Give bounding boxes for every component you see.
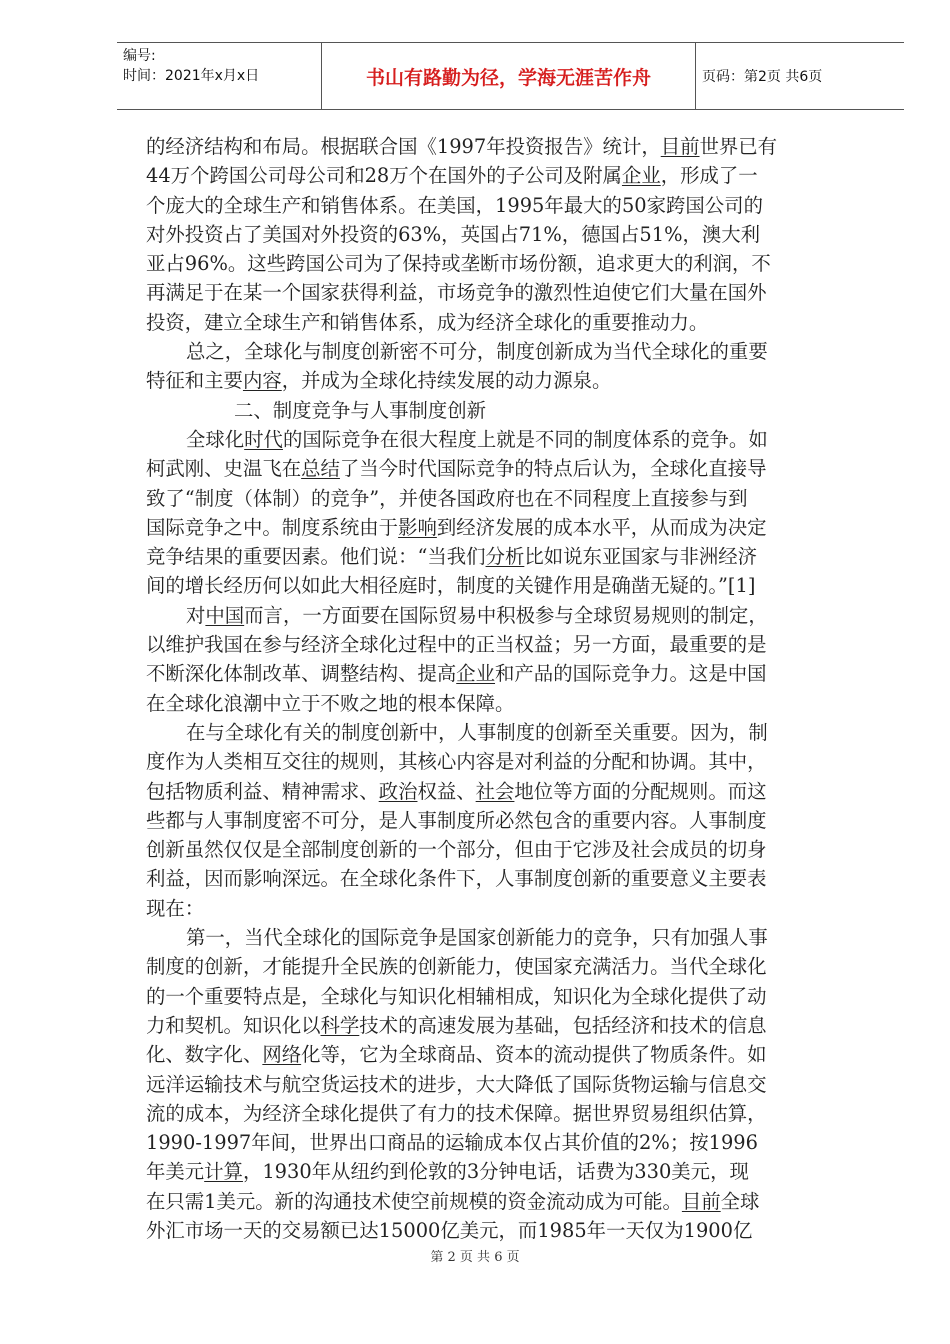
text-segment: 致了“制度（体制）的竞争”，并使各国政府也在不同程度上直接参与到 (146, 486, 748, 510)
text-segment: 全球 (720, 1189, 760, 1213)
text-line (146, 630, 876, 659)
text-line (146, 454, 876, 483)
underlined-term: 分析 (485, 545, 525, 569)
text-segment: 化、数字化、 (146, 1043, 263, 1067)
underlined-term: 社会 (475, 779, 515, 803)
text-line (146, 718, 876, 747)
text-segment: 化等，它为全球商品、资本的流动提供了物质条件。如 (301, 1043, 767, 1067)
underlined-term: 网络 (262, 1043, 302, 1067)
text-segment: 第一，当代全球化的国际竞争是国家创新能力的竞争，只有加强人事 (186, 926, 768, 950)
text-segment: 在只需1美元。新的沟通技术使空前规模的资金流动成为可能。 (146, 1189, 682, 1213)
text-segment: 间的增长经历何以如此大相径庭时，制度的关键作用是确凿无疑的。”[1] (146, 574, 756, 598)
text-segment: 在与全球化有关的制度创新中，人事制度的创新至关重要。因为，制 (186, 720, 768, 744)
text-segment: 包括物质利益、精神需求、 (146, 779, 379, 803)
text-segment: ，形成了一 (660, 164, 758, 188)
underlined-term: 内容 (242, 369, 282, 393)
text-line (146, 923, 876, 952)
text-segment: 和产品的国际竞争力。这是中国 (495, 662, 767, 686)
text-segment: 权益、 (417, 779, 476, 803)
text-segment: 全球化 (186, 427, 245, 451)
text-segment: 投资，建立全球生产和销售体系，成为经济全球化的重要推动力。 (146, 310, 709, 334)
text-segment: 地位等方面的分配规则。而这 (514, 779, 767, 803)
text-line (146, 1216, 876, 1245)
text-segment: 对 (186, 603, 206, 627)
text-segment: 二、制度竞争与人事制度创新 (234, 398, 487, 422)
text-segment: 些都与人事制度密不可分，是人事制度所必然包含的重要内容。人事制度 (146, 808, 767, 832)
text-segment: 比如说东亚国家与非洲经济 (524, 545, 758, 569)
time-label: 时间：2021年x月x日 (123, 68, 260, 84)
text-line (146, 425, 876, 454)
text-line (146, 278, 876, 307)
text-segment: 技术的高速发展为基础，包括经济和技术的信息 (359, 1013, 767, 1037)
text-line (146, 952, 876, 981)
text-segment: 力和契机。知识化以 (146, 1013, 321, 1037)
text-segment: 制度的创新，才能提升全民族的创新能力，使国家充满活力。当代全球化 (146, 955, 767, 979)
text-line (146, 1040, 876, 1069)
text-line (146, 806, 876, 835)
header-motto: 书山有路勤为径，学海无涯苦作舟 (322, 43, 696, 109)
underlined-term: 政治 (378, 779, 418, 803)
text-line (146, 542, 876, 571)
text-line (146, 747, 876, 776)
underlined-term: 总结 (301, 457, 340, 481)
text-line (146, 484, 876, 513)
text-segment: 44万个跨国公司母公司和28万个在国外的子公司及附属 (146, 164, 622, 188)
underlined-term: 影响 (398, 515, 437, 539)
text-segment: 现在： (146, 896, 205, 920)
text-line (146, 366, 876, 395)
header-meta (117, 43, 322, 109)
text-line (146, 132, 876, 161)
underlined-term: 科学 (320, 1013, 360, 1037)
text-segment: 的经济结构和布局。根据联合国《1997年投资报告》统计， (146, 135, 661, 158)
text-segment: ，并成为全球化持续发展的动力源泉。 (281, 369, 612, 393)
text-segment: 个庞大的全球生产和销售体系。在美国，1995年最大的50家跨国公司的 (146, 193, 763, 217)
underlined-term: 企业 (621, 164, 661, 188)
text-segment: 度作为人类相互交往的规则，其核心内容是对利益的分配和协调。其中， (146, 750, 767, 774)
text-segment: 而言，一方面要在国际贸易中积极参与全球贸易规则的制定， (244, 603, 768, 627)
text-line (146, 835, 876, 864)
text-segment: 总之，全球化与制度创新密不可分，制度创新成为当代全球化的重要 (186, 340, 768, 364)
text-segment: 以维护我国在参与经济全球化过程中的正当权益；另一方面，最重要的是 (146, 633, 767, 657)
text-segment: 年美元 (146, 1160, 205, 1184)
text-line (146, 659, 876, 688)
text-line (146, 571, 876, 600)
text-segment: 柯武刚、史温飞在 (146, 457, 302, 481)
text-segment: 1990-1997年间，世界出口商品的运输成本仅占其价值的2%；按1996 (146, 1131, 758, 1155)
page-footer: 第 2 页 共 6 页 (430, 1250, 520, 1265)
text-segment: 再满足于在某一个国家获得利益，市场竞争的激烈性迫使它们大量在国外 (146, 281, 767, 305)
text-line (146, 220, 876, 249)
text-line (146, 1099, 876, 1128)
text-line (146, 1157, 876, 1186)
text-line (146, 337, 876, 366)
text-segment: 到经济发展的成本水平，从而成为决定 (436, 515, 767, 539)
header-page-info: 页码：第2页 共6页 (702, 69, 823, 85)
document-body (146, 132, 876, 1245)
text-line (146, 601, 876, 630)
text-line (146, 1187, 876, 1216)
text-segment: 国际竞争之中。制度系统由于 (146, 515, 399, 539)
underlined-term: 企业 (456, 662, 496, 686)
text-segment: 竞争结果的重要因素。他们说：“当我们 (146, 545, 486, 569)
text-segment: 流的成本，为经济全球化提供了有力的技术保障。据世界贸易组织估算， (146, 1101, 767, 1125)
text-segment: 利益，因而影响深远。在全球化条件下，人事制度创新的重要意义主要表 (146, 867, 767, 891)
number-label: 编号: (123, 48, 156, 64)
underlined-term: 目前 (681, 1189, 721, 1213)
text-segment: 特征和主要 (146, 369, 243, 393)
page-header (117, 42, 904, 110)
text-line (146, 249, 876, 278)
text-segment: 外汇市场一天的交易额已达15000亿美元，而1985年一天仅为1900亿 (146, 1218, 753, 1242)
text-line (146, 982, 876, 1011)
text-line (146, 864, 876, 893)
text-segment: 亚占96%。这些跨国公司为了保持或垄断市场份额，追求更大的利润，不 (146, 252, 771, 276)
underlined-term: 计算 (204, 1160, 243, 1184)
text-line (146, 308, 876, 337)
underlined-term: 时代 (244, 427, 283, 451)
text-line (146, 191, 876, 220)
text-line (146, 894, 876, 923)
text-line (146, 513, 876, 542)
underlined-term: 目前 (660, 135, 700, 158)
text-line (146, 1128, 876, 1157)
text-segment: 了当今时代国际竞争的特点后认为，全球化直接导 (339, 457, 767, 481)
text-segment: 不断深化体制改革、调整结构、提高 (146, 662, 457, 686)
section-heading (146, 396, 876, 425)
text-line (146, 161, 876, 190)
text-line (146, 1011, 876, 1040)
text-segment: 远洋运输技术与航空货运技术的进步，大大降低了国际货物运输与信息交 (146, 1072, 767, 1096)
text-segment: 在全球化浪潮中立于不败之地的根本保障。 (146, 691, 515, 715)
text-segment: 世界已有 (699, 135, 778, 158)
text-line (146, 777, 876, 806)
text-segment: 的一个重要特点是，全球化与知识化相辅相成，知识化为全球化提供了动 (146, 984, 767, 1008)
text-segment: 对外投资占了美国对外投资的63%，英国占71%，德国占51%，澳大利 (146, 222, 761, 246)
text-segment: 的国际竞争在很大程度上就是不同的制度体系的竞争。如 (282, 427, 768, 451)
text-segment: ，1930年从纽约到伦敦的3分钟电话，话费为330美元，现 (242, 1160, 749, 1184)
text-line (146, 689, 876, 718)
text-line (146, 1070, 876, 1099)
underlined-term: 中国 (205, 603, 245, 627)
text-segment: 创新虽然仅仅是全部制度创新的一个部分，但由于它涉及社会成员的切身 (146, 838, 767, 862)
